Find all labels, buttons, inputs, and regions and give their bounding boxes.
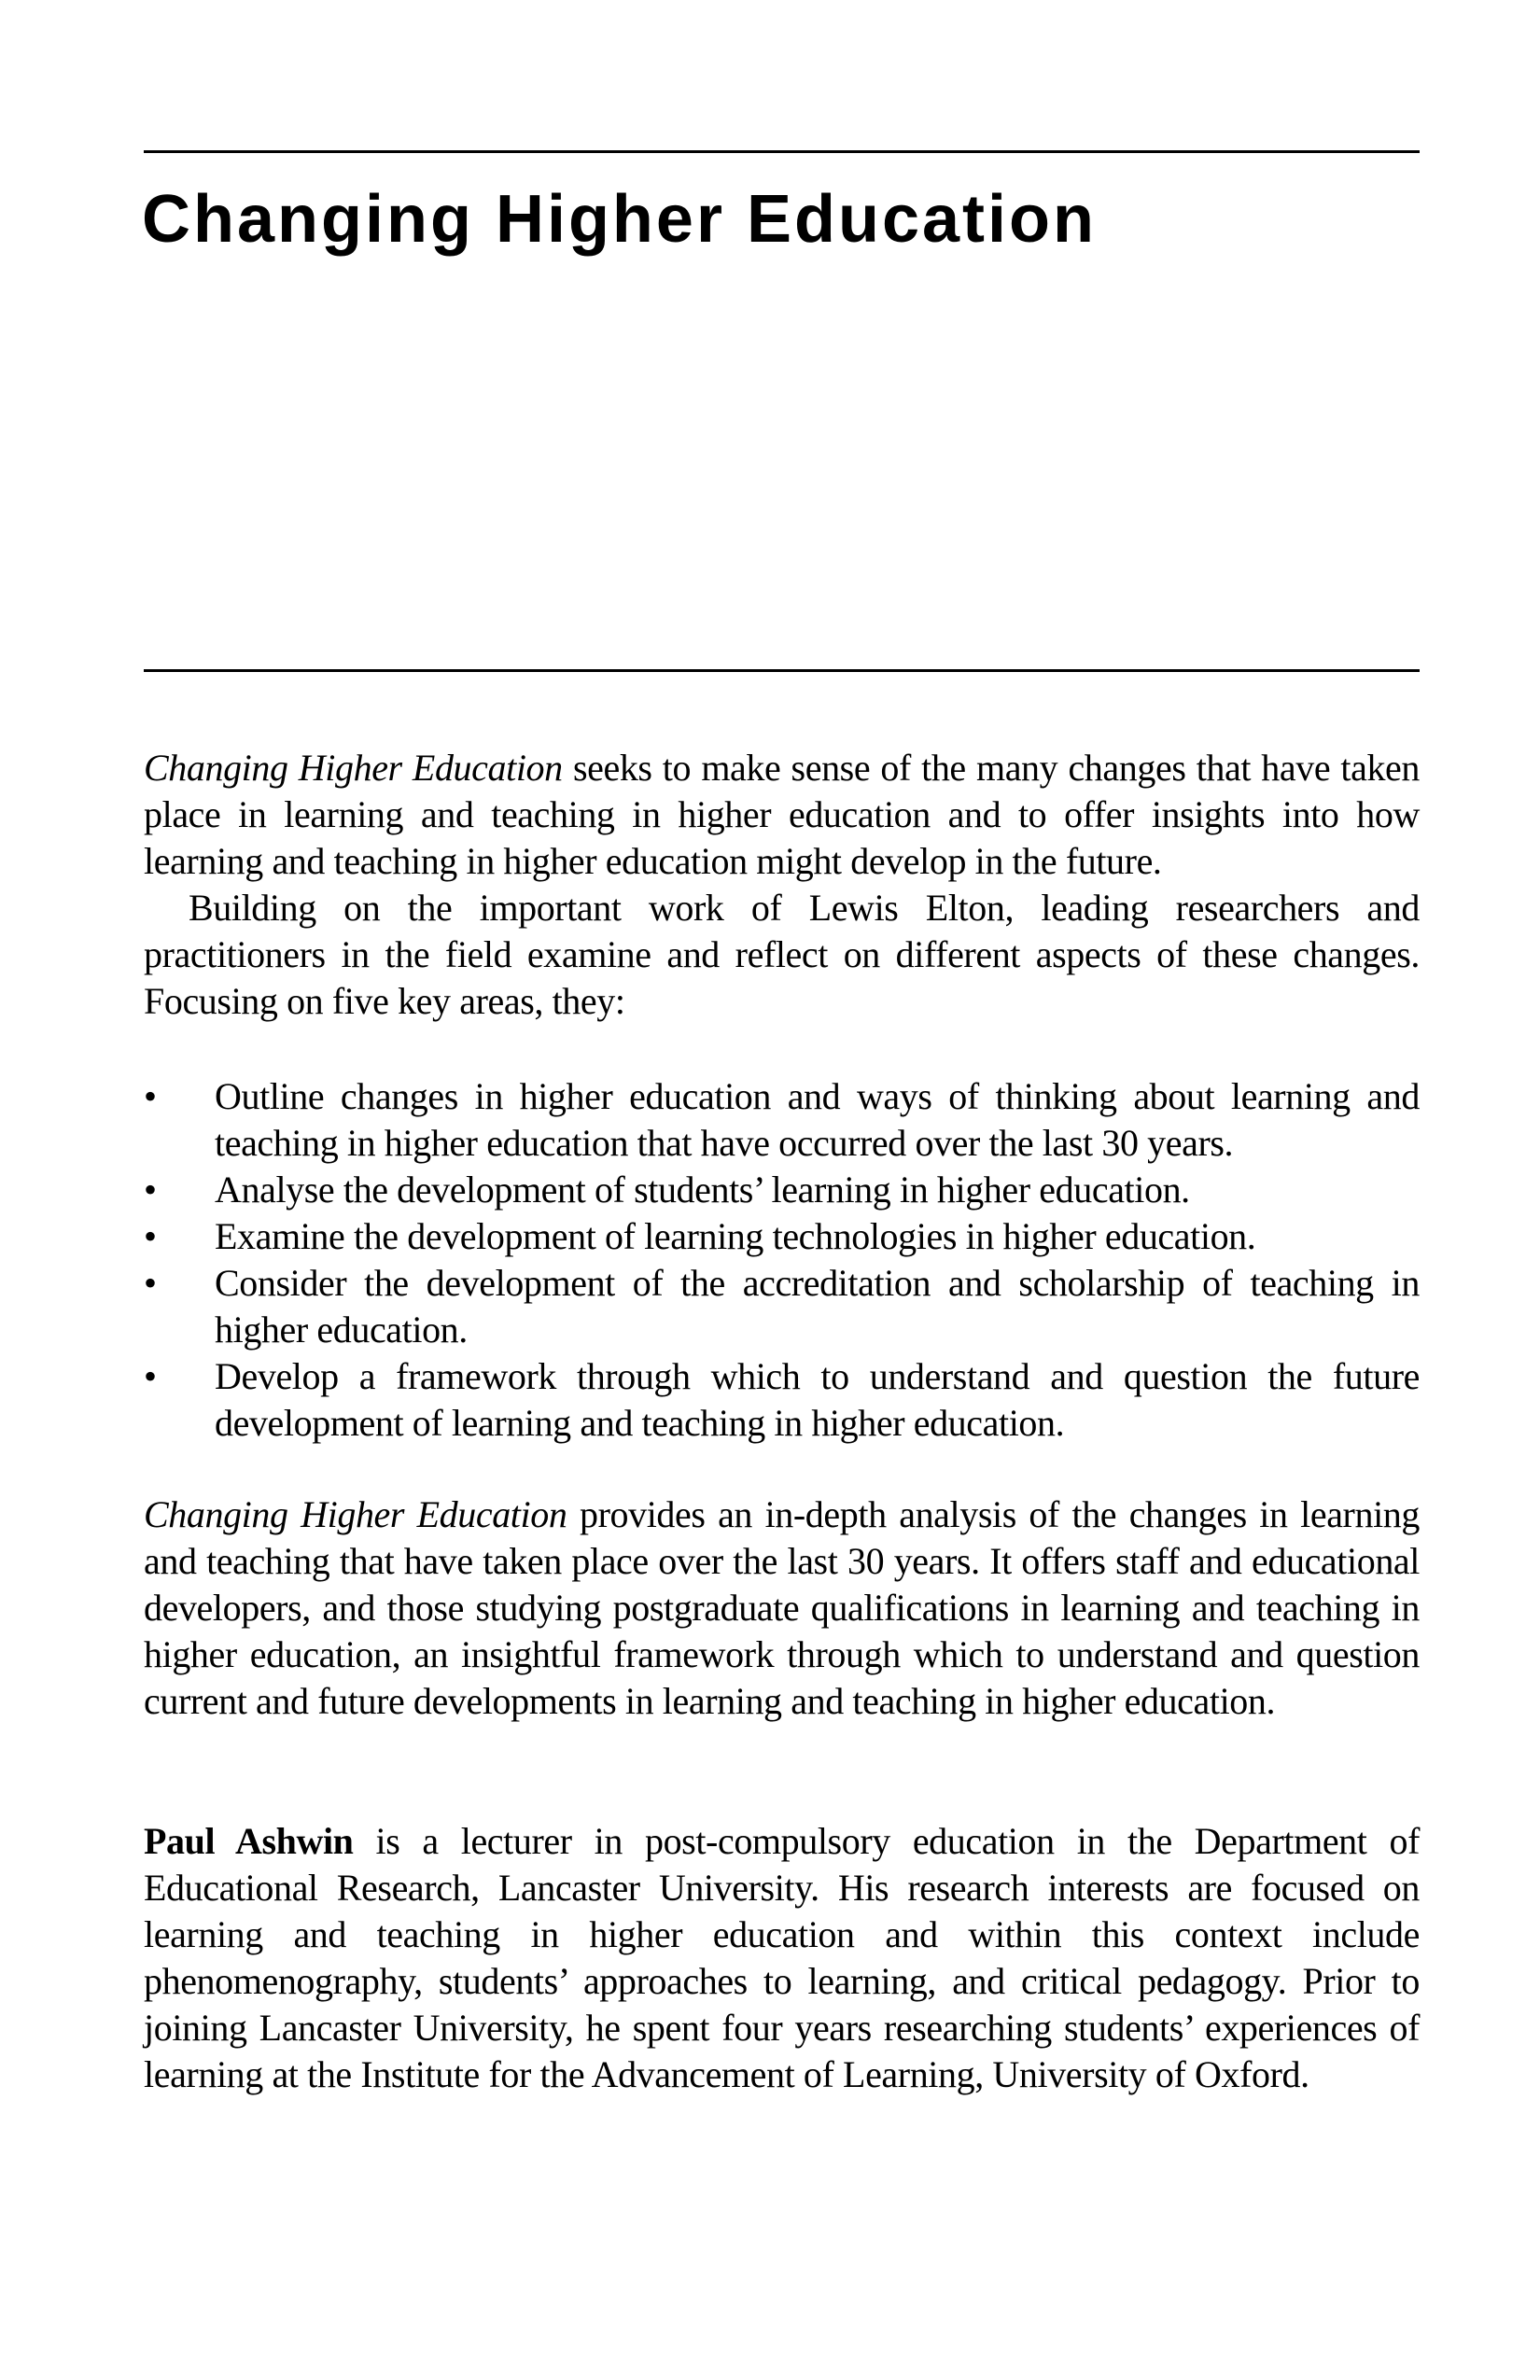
book-title-italic: Changing Higher Education [144, 1493, 567, 1535]
intro-second-paragraph: Building on the important work of Lewis Elton, leading researchers and practitioners in the field examine and reflect on different aspects of these changes. Focusing on five key areas, they: [144, 887, 1420, 1022]
bottom-rule [144, 669, 1420, 672]
top-rule [144, 150, 1420, 153]
list-item-text: Develop a framework through which to understand and question the future development of learning and teaching in higher education. [215, 1355, 1420, 1444]
list-item [144, 1073, 1420, 1167]
summary-paragraph [144, 1491, 1420, 1725]
list-item [144, 1353, 1420, 1447]
bullet-icon: • [144, 1169, 157, 1211]
book-title-italic: Changing Higher Education [144, 747, 563, 789]
intro-paragraph [144, 745, 1420, 885]
intro-text: seeks to make sense of the many changes that have taken place in learning and teaching in higher education and to offer insights into how learning and teaching in higher education might develop in the future. [144, 747, 1421, 882]
author-bio-section [144, 1818, 1420, 2098]
list-item [144, 1260, 1420, 1353]
author-bio-paragraph [144, 1818, 1420, 2098]
list-item-text: Consider the development of the accreditation and scholarship of teaching in higher education. [215, 1262, 1420, 1351]
bullet-icon: • [144, 1075, 157, 1117]
page-title: Changing Higher Education [142, 182, 1097, 257]
key-areas-list [144, 1073, 1420, 1447]
list-item-text: Analyse the development of students’ learning in higher education. [215, 1169, 1190, 1211]
author-name: Paul Ashwin [144, 1820, 354, 1862]
author-bio-text: is a lecturer in post-compulsory education in the Department of Educational Research, Lancaster University. His research interests are focused on learning and teaching in higher education and within this context include phenomenography, students’ approaches to learning, and critical pedagogy. Prior to joining Lancaster University, he spent four years researching students’ experiences of learning at the Institute for the Advancement of Learning, University of Oxford. [144, 1820, 1420, 2095]
summary-text: provides an in-depth analysis of the changes in learning and teaching that have taken place over the last 30 years. It offers staff and educational developers, and those studying postgraduate qualifications in learning and teaching in higher education, an insightful framework through which to understand and question current and future developments in learning and teaching in higher education. [144, 1493, 1420, 1722]
bullet-icon: • [144, 1262, 157, 1304]
list-item [144, 1167, 1420, 1213]
intro-section [144, 745, 1420, 1025]
list-item-text: Outline changes in higher education and ways of thinking about learning and teaching in higher education that have occurred over the last 30 years. [215, 1075, 1420, 1164]
summary-section [144, 1491, 1420, 1725]
list-item-text: Examine the development of learning technologies in higher education. [215, 1215, 1256, 1257]
list-item [144, 1213, 1420, 1260]
bullet-icon: • [144, 1215, 157, 1257]
bullet-icon: • [144, 1355, 157, 1397]
